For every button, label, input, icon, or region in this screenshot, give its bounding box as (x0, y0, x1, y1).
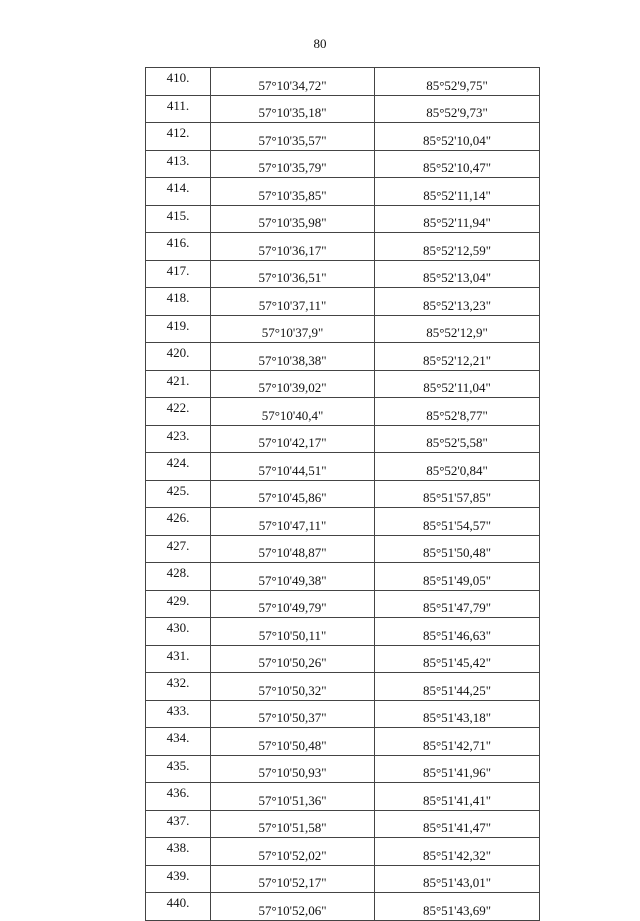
point-number-cell: 415. (146, 205, 211, 233)
point-number-cell: 424. (146, 453, 211, 481)
latitude-cell: 57°10'36,17" (211, 233, 375, 261)
latitude-cell: 57°10'45,86" (211, 480, 375, 508)
table-row (146, 398, 540, 426)
longitude-cell: 85°51'43,69" (375, 893, 540, 921)
point-number-cell: 410. (146, 68, 211, 96)
point-number-cell: 431. (146, 645, 211, 673)
table-row (146, 508, 540, 536)
table-row (146, 343, 540, 371)
latitude-cell: 57°10'50,11" (211, 618, 375, 646)
table-row (146, 123, 540, 151)
point-number-cell: 440. (146, 893, 211, 921)
table-row (146, 535, 540, 563)
table-row (146, 205, 540, 233)
longitude-cell: 85°51'43,01" (375, 865, 540, 893)
point-number-cell: 412. (146, 123, 211, 151)
latitude-cell: 57°10'37,11" (211, 288, 375, 316)
page-number: 80 (313, 36, 327, 51)
longitude-cell: 85°51'43,18" (375, 700, 540, 728)
table-row (146, 838, 540, 866)
point-number-cell: 434. (146, 728, 211, 756)
table-row (146, 783, 540, 811)
point-number-cell: 419. (146, 315, 211, 343)
longitude-cell: 85°51'47,79" (375, 590, 540, 618)
latitude-cell: 57°10'34,72" (211, 68, 375, 96)
longitude-cell: 85°52'13,23" (375, 288, 540, 316)
longitude-cell: 85°51'46,63" (375, 618, 540, 646)
point-number-cell: 438. (146, 838, 211, 866)
latitude-cell: 57°10'39,02" (211, 370, 375, 398)
latitude-cell: 57°10'52,17" (211, 865, 375, 893)
latitude-cell: 57°10'52,06" (211, 893, 375, 921)
latitude-cell: 57°10'35,85" (211, 178, 375, 206)
longitude-cell: 85°52'12,9" (375, 315, 540, 343)
latitude-cell: 57°10'35,57" (211, 123, 375, 151)
longitude-cell: 85°52'5,58" (375, 425, 540, 453)
longitude-cell: 85°52'10,47" (375, 150, 540, 178)
longitude-cell: 85°51'49,05" (375, 563, 540, 591)
point-number-cell: 432. (146, 673, 211, 701)
longitude-cell: 85°51'41,96" (375, 755, 540, 783)
table-row (146, 893, 540, 921)
longitude-cell: 85°52'11,14" (375, 178, 540, 206)
latitude-cell: 57°10'49,38" (211, 563, 375, 591)
longitude-cell: 85°52'9,73" (375, 95, 540, 123)
longitude-cell: 85°51'42,71" (375, 728, 540, 756)
coordinates-table-body (146, 68, 540, 921)
table-row (146, 728, 540, 756)
table-row (146, 563, 540, 591)
latitude-cell: 57°10'42,17" (211, 425, 375, 453)
longitude-cell: 85°52'11,04" (375, 370, 540, 398)
latitude-cell: 57°10'35,98" (211, 205, 375, 233)
latitude-cell: 57°10'35,18" (211, 95, 375, 123)
latitude-cell: 57°10'50,37" (211, 700, 375, 728)
latitude-cell: 57°10'51,36" (211, 783, 375, 811)
longitude-cell: 85°52'8,77" (375, 398, 540, 426)
table-row (146, 233, 540, 261)
longitude-cell: 85°51'57,85" (375, 480, 540, 508)
table-row (146, 288, 540, 316)
table-row (146, 673, 540, 701)
point-number-cell: 423. (146, 425, 211, 453)
longitude-cell: 85°51'45,42" (375, 645, 540, 673)
table-row (146, 95, 540, 123)
longitude-cell: 85°52'13,04" (375, 260, 540, 288)
latitude-cell: 57°10'52,02" (211, 838, 375, 866)
point-number-cell: 430. (146, 618, 211, 646)
table-row (146, 150, 540, 178)
table-row (146, 618, 540, 646)
latitude-cell: 57°10'50,93" (211, 755, 375, 783)
longitude-cell: 85°52'11,94" (375, 205, 540, 233)
latitude-cell: 57°10'51,58" (211, 810, 375, 838)
table-row (146, 645, 540, 673)
latitude-cell: 57°10'50,26" (211, 645, 375, 673)
table-row (146, 590, 540, 618)
table-row (146, 260, 540, 288)
point-number-cell: 421. (146, 370, 211, 398)
longitude-cell: 85°51'50,48" (375, 535, 540, 563)
latitude-cell: 57°10'50,32" (211, 673, 375, 701)
point-number-cell: 429. (146, 590, 211, 618)
longitude-cell: 85°52'9,75" (375, 68, 540, 96)
table-row (146, 425, 540, 453)
point-number-cell: 439. (146, 865, 211, 893)
point-number-cell: 427. (146, 535, 211, 563)
longitude-cell: 85°51'41,41" (375, 783, 540, 811)
point-number-cell: 414. (146, 178, 211, 206)
point-number-cell: 428. (146, 563, 211, 591)
table-row (146, 453, 540, 481)
latitude-cell: 57°10'50,48" (211, 728, 375, 756)
table-row (146, 178, 540, 206)
point-number-cell: 425. (146, 480, 211, 508)
point-number-cell: 437. (146, 810, 211, 838)
table-row (146, 370, 540, 398)
point-number-cell: 435. (146, 755, 211, 783)
point-number-cell: 413. (146, 150, 211, 178)
longitude-cell: 85°52'0,84" (375, 453, 540, 481)
latitude-cell: 57°10'35,79" (211, 150, 375, 178)
latitude-cell: 57°10'40,4" (211, 398, 375, 426)
longitude-cell: 85°52'12,21" (375, 343, 540, 371)
table-row (146, 865, 540, 893)
latitude-cell: 57°10'36,51" (211, 260, 375, 288)
point-number-cell: 422. (146, 398, 211, 426)
longitude-cell: 85°52'10,04" (375, 123, 540, 151)
table-row (146, 755, 540, 783)
longitude-cell: 85°51'44,25" (375, 673, 540, 701)
table-row (146, 700, 540, 728)
point-number-cell: 426. (146, 508, 211, 536)
point-number-cell: 433. (146, 700, 211, 728)
latitude-cell: 57°10'48,87" (211, 535, 375, 563)
point-number-cell: 416. (146, 233, 211, 261)
longitude-cell: 85°51'54,57" (375, 508, 540, 536)
coordinates-table (145, 67, 540, 921)
latitude-cell: 57°10'47,11" (211, 508, 375, 536)
point-number-cell: 418. (146, 288, 211, 316)
longitude-cell: 85°51'42,32" (375, 838, 540, 866)
latitude-cell: 57°10'37,9" (211, 315, 375, 343)
table-row (146, 68, 540, 96)
longitude-cell: 85°51'41,47" (375, 810, 540, 838)
table-row (146, 315, 540, 343)
longitude-cell: 85°52'12,59" (375, 233, 540, 261)
point-number-cell: 411. (146, 95, 211, 123)
latitude-cell: 57°10'49,79" (211, 590, 375, 618)
point-number-cell: 420. (146, 343, 211, 371)
table-row (146, 480, 540, 508)
latitude-cell: 57°10'38,38" (211, 343, 375, 371)
table-row (146, 810, 540, 838)
latitude-cell: 57°10'44,51" (211, 453, 375, 481)
point-number-cell: 436. (146, 783, 211, 811)
point-number-cell: 417. (146, 260, 211, 288)
